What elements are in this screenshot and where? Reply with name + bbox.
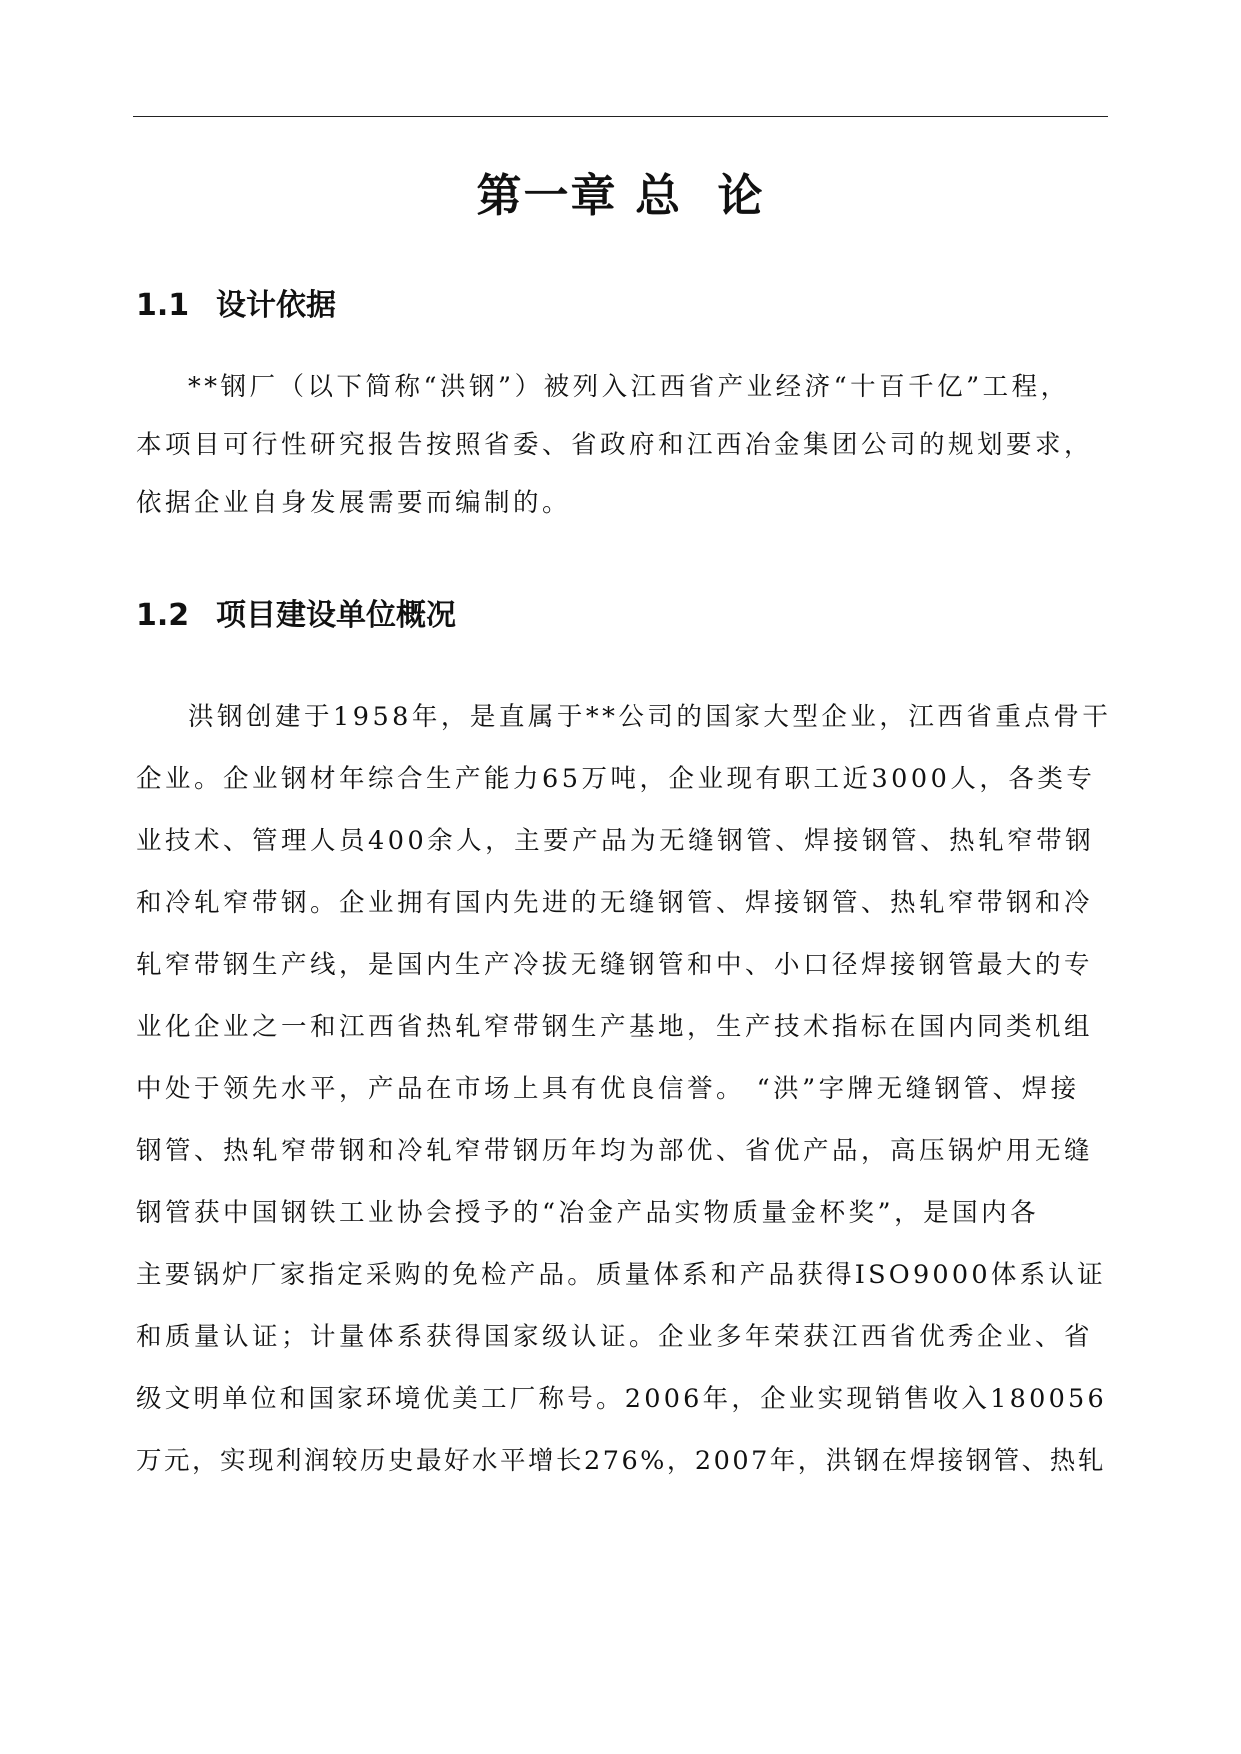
- section-title: 项目建设单位概况: [216, 598, 456, 633]
- section-heading-1-2: [136, 594, 456, 638]
- header-rule: [133, 116, 1108, 117]
- paragraph-line: 和质量认证；计量体系获得国家级认证。企业多年荣获江西省优秀企业、省: [136, 1322, 1094, 1352]
- paragraph-line: 钢管获中国钢铁工业协会授予的“冶金产品实物质量金杯奖”，是国内各: [136, 1198, 1040, 1228]
- paragraph-line: 钢管、热轧窄带钢和冷轧窄带钢历年均为部优、省优产品，高压锅炉用无缝: [136, 1136, 1094, 1166]
- paragraph-line: 业化企业之一和江西省热轧窄带钢生产基地，生产技术指标在国内同类机组: [136, 1012, 1094, 1042]
- section-number: 1.2: [136, 598, 190, 633]
- paragraph-line: 主要锅炉厂家指定采购的免检产品。质量体系和产品获得ISO9000体系认证: [136, 1260, 1106, 1290]
- paragraph-line: 级文明单位和国家环境优美工厂称号。2006年，企业实现销售收入180056: [136, 1384, 1107, 1414]
- paragraph-line: 洪钢创建于1958年，是直属于**公司的国家大型企业，江西省重点骨干: [188, 702, 1112, 732]
- paragraph-line: 中处于领先水平，产品在市场上具有优良信誉。 “洪”字牌无缝钢管、焊接: [136, 1074, 1080, 1104]
- paragraph-line: 万元，实现利润较历史最好水平增长276%，2007年，洪钢在焊接钢管、热轧: [136, 1446, 1106, 1476]
- paragraph-line: 依据企业自身发展需要而编制的。: [136, 488, 572, 518]
- section-title: 设计依据: [216, 288, 336, 323]
- paragraph-line: 业技术、管理人员400余人，主要产品为无缝钢管、焊接钢管、热轧窄带钢: [136, 826, 1095, 856]
- chapter-title: 第一章 总 论: [476, 169, 765, 222]
- section-heading-1-1: [136, 284, 336, 328]
- paragraph-line: 轧窄带钢生产线，是国内生产冷拔无缝钢管和中、小口径焊接钢管最大的专: [136, 950, 1094, 980]
- section-number: 1.1: [136, 288, 190, 323]
- paragraph-line: 和冷轧窄带钢。企业拥有国内先进的无缝钢管、焊接钢管、热轧窄带钢和冷: [136, 888, 1094, 918]
- paragraph-line: 本项目可行性研究报告按照省委、省政府和江西冶金集团公司的规划要求，: [136, 430, 1094, 460]
- paragraph-line: 企业。企业钢材年综合生产能力65万吨，企业现有职工近3000人，各类专: [136, 764, 1096, 794]
- paragraph-line: **钢厂（以下简称“洪钢”）被列入江西省产业经济“十百千亿”工程，: [188, 372, 1070, 402]
